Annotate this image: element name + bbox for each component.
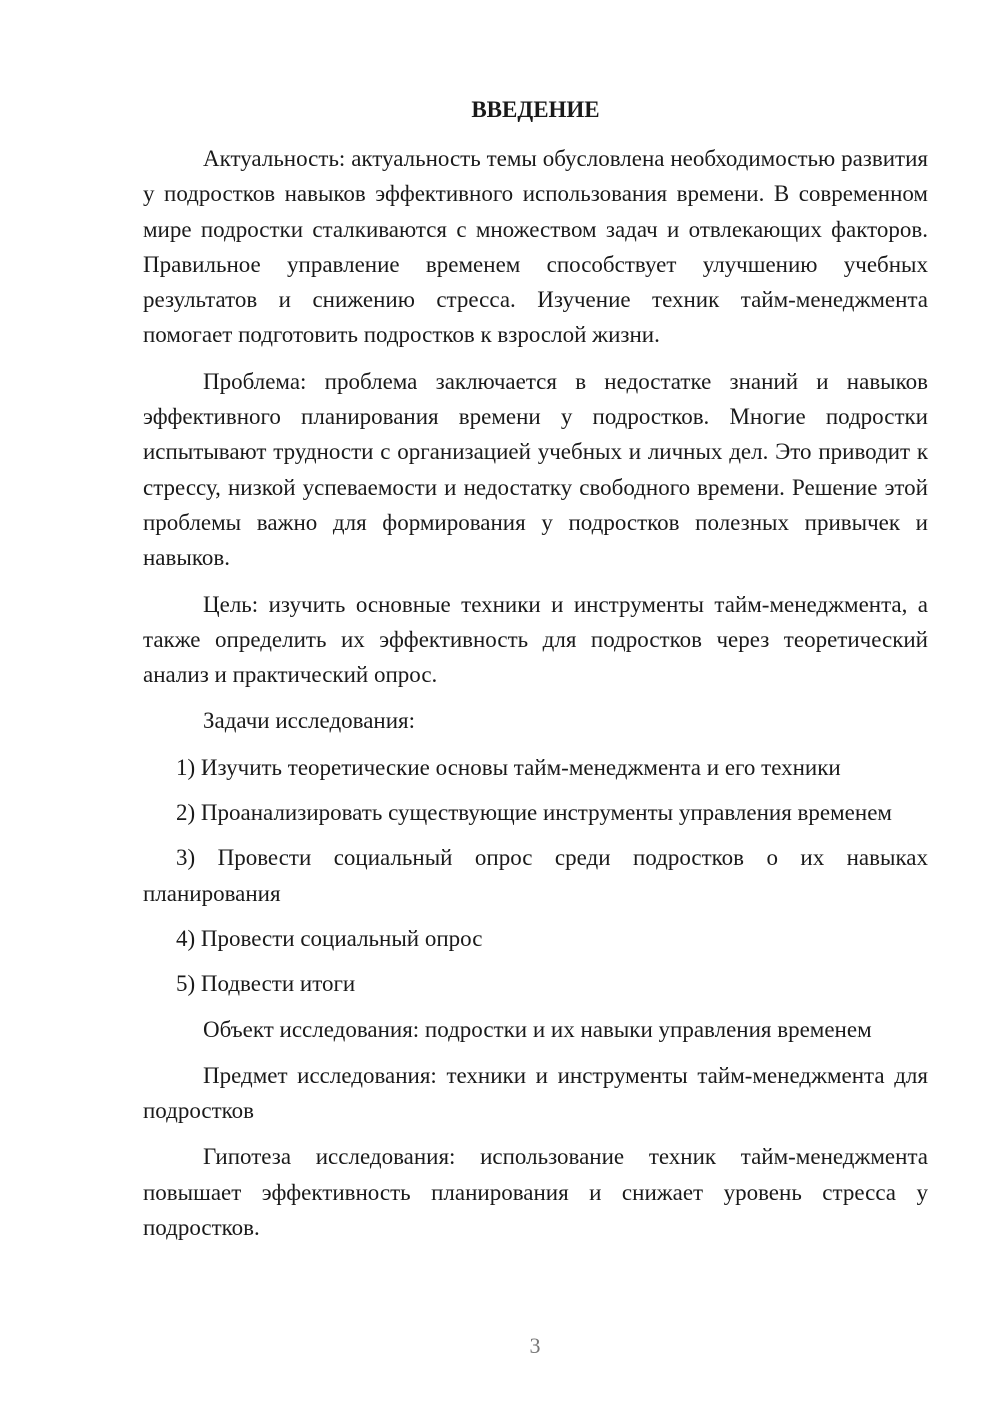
problem-paragraph: Проблема: проблема заключается в недостатке знаний и навыков эффективного планирования времени у подростков. Многие подростки испытывают трудности с организацией учебных и личных дел. Это приводит к стрессу, низкой успеваемости и недостатку свободного времени. Решение этой проблемы важно для формирования у подростков полезных привычек и навыков. — [143, 368, 928, 571]
page-number: 3 — [529, 1333, 541, 1358]
page-title: ВВЕДЕНИЕ — [471, 97, 600, 122]
task-item-2: 2) Проанализировать существующие инструменты управления временем — [176, 800, 892, 826]
relevance-paragraph: Актуальность: актуальность темы обусловлена необходимостью развития у подростков навыков эффективного использования времени. В современном мире подростки сталкиваются с множеством задач и отвлекающих факторов. Правильное управление временем способствует улучшению учебных результатов и снижению стресса. Изучение техник тайм-менеджмента помогает подготовить подростков к взрослой жизни. — [143, 146, 928, 348]
goal-paragraph: Цель: изучить основные техники и инструменты тайм-менеджмента, а также определить их эффективность для подростков через теоретический анализ и практический опрос. — [143, 591, 928, 688]
task-item-3: 3) Провести социальный опрос среди подростков о их навыках планирования — [143, 845, 928, 906]
page-content — [143, 95, 928, 1256]
task-item-4: 4) Провести социальный опрос — [176, 925, 483, 951]
hypothesis-paragraph: Гипотеза исследования: использование техник тайм-менеджмента повышает эффективность планирования и снижает уровень стресса у подростков. — [143, 1144, 928, 1241]
tasks-heading: Задачи исследования: — [203, 708, 416, 734]
object-paragraph: Объект исследования: подростки и их навыки управления временем — [203, 1016, 872, 1042]
subject-paragraph: Предмет исследования: техники и инструменты тайм-менеджмента для подростков — [143, 1062, 928, 1124]
task-item-1: 1) Изучить теоретические основы тайм-менеджмента и его техники — [176, 754, 841, 780]
task-item-5: 5) Подвести итоги — [176, 971, 356, 997]
